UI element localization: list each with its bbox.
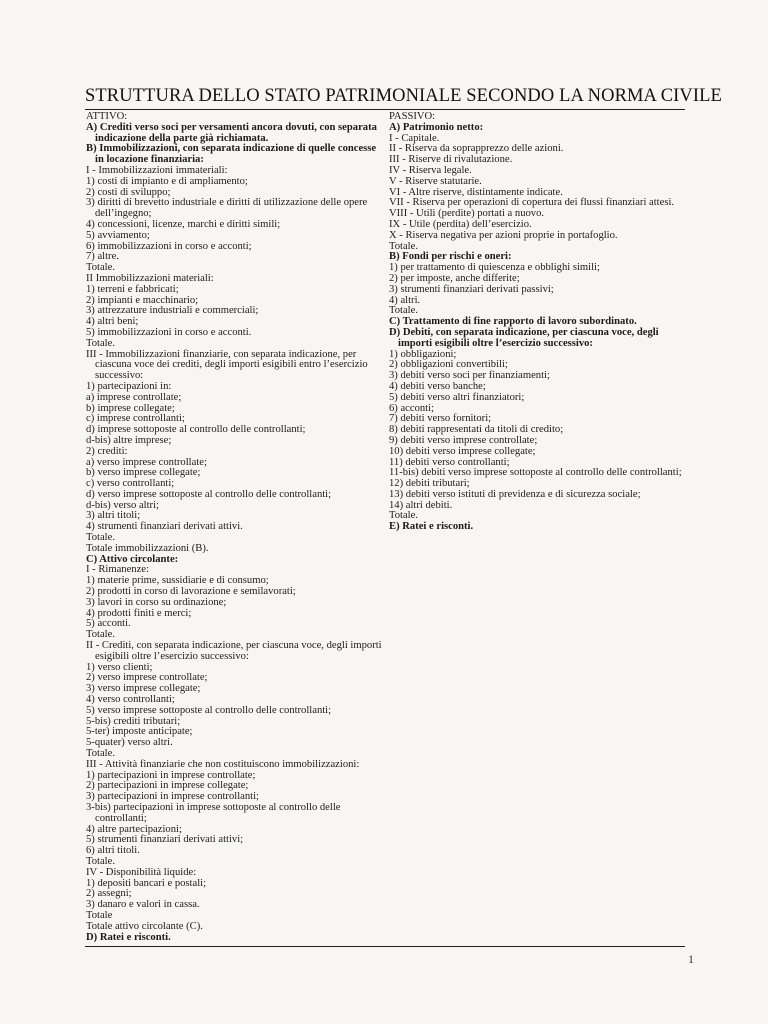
- line-item: 1) terreni e fabbricati;: [86, 283, 179, 295]
- line-item: 5-quater) verso altri.: [86, 737, 173, 749]
- line-item: d) verso imprese sottoposte al controllo delle controllanti;: [86, 488, 332, 500]
- document-title: STRUTTURA DELLO STATO PATRIMONIALE SECONDO LA NORMA CIVILE: [85, 86, 722, 106]
- line-item: c) verso controllanti;: [86, 478, 175, 490]
- line-item: 3) verso imprese collegate;: [86, 683, 201, 695]
- line-item: 2) per imposte, anche differite;: [389, 272, 520, 284]
- line-item: Totale.: [86, 748, 115, 760]
- footer-divider: [85, 946, 685, 947]
- line-item: IV - Riserva legale.: [389, 164, 472, 176]
- line-item: 13) debiti verso istituti di previdenza e di sicurezza sociale;: [389, 488, 641, 500]
- line-item: ATTIVO:: [86, 111, 128, 122]
- line-item: Totale.: [389, 240, 418, 252]
- line-item: 2) verso imprese controllate;: [86, 672, 208, 684]
- line-item: d-bis) verso altri;: [86, 499, 159, 511]
- line-item: 4) concessioni, licenze, marchi e diritti simili;: [86, 218, 281, 230]
- line-item: C) Attivo circolante:: [86, 553, 179, 565]
- line-item: IX - Utile (perdita) dell’esercizio.: [389, 218, 532, 230]
- line-item: D) Debiti, con separata indicazione, per ciascuna voce, degli importi esigibili oltre l’esercizio successivo:: [389, 326, 659, 349]
- line-item: 12) debiti tributari;: [389, 478, 470, 490]
- line-item: c) imprese controllanti;: [86, 413, 185, 425]
- line-item: 6) acconti;: [389, 402, 435, 414]
- line-item: 4) altri.: [389, 294, 421, 306]
- line-item: 5-bis) crediti tributari;: [86, 715, 181, 727]
- line-item: a) verso imprese controllate;: [86, 456, 207, 468]
- line-item: 3) diritti di brevetto industriale e diritti di utilizzazione delle opere dell’ingegno;: [86, 197, 368, 220]
- line-item: 11-bis) debiti verso imprese sottoposte al controllo delle controllanti;: [389, 467, 682, 479]
- line-item: B) Immobilizzazioni, con separata indicazione di quelle concesse in locazione finanziaria:: [86, 143, 377, 166]
- line-item: 4) verso controllanti;: [86, 694, 175, 706]
- line-item: 14) altri debiti.: [389, 499, 453, 511]
- line-item: 7) altre.: [86, 251, 119, 263]
- line-item: 4) prodotti finiti e merci;: [86, 607, 192, 619]
- line-item: 8) debiti rappresentati da titoli di credito;: [389, 424, 564, 436]
- line-item: Totale.: [86, 532, 115, 544]
- line-item: 3) strumenti finanziari derivati passivi;: [389, 283, 554, 295]
- line-item: 3) lavori in corso su ordinazione;: [86, 596, 227, 608]
- line-item: E) Ratei e risconti.: [389, 521, 474, 533]
- line-item: B) Fondi per rischi e oneri:: [389, 251, 512, 263]
- line-item: d-bis) altre imprese;: [86, 434, 172, 446]
- line-item: d) imprese sottoposte al controllo delle controllanti;: [86, 424, 306, 436]
- line-item: b) verso imprese collegate;: [86, 467, 201, 479]
- title-divider: [85, 109, 685, 110]
- line-item: 5) acconti.: [86, 618, 131, 630]
- line-item: 3) attrezzature industriali e commerciali;: [86, 305, 259, 317]
- line-item: I - Immobilizzazioni immateriali:: [86, 164, 228, 176]
- line-item: 1) partecipazioni in imprese controllate;: [86, 769, 256, 781]
- line-item: 5) verso imprese sottoposte al controllo delle controllanti;: [86, 704, 332, 716]
- line-item: PASSIVO:: [389, 111, 436, 122]
- line-item: X - Riserva negativa per azioni proprie in portafoglio.: [389, 229, 618, 241]
- line-item: b) imprese collegate;: [86, 402, 175, 414]
- line-item: VIII - Utili (perdite) portati a nuovo.: [389, 208, 545, 220]
- line-item: III - Immobilizzazioni finanziarie, con separata indicazione, per ciascuna voce dei crediti, degli importi esigibili entro l’esercizio successivo:: [86, 348, 368, 382]
- line-item: 3) altri titoli;: [86, 510, 141, 522]
- line-item: Totale.: [389, 305, 418, 317]
- line-item: 1) partecipazioni in:: [86, 380, 172, 392]
- line-item: 1) materie prime, sussidiarie e di consumo;: [86, 575, 269, 587]
- line-item: 6) altri titoli.: [86, 845, 140, 857]
- line-item: 5) immobilizzazioni in corso e acconti.: [86, 326, 252, 338]
- line-item: 9) debiti verso imprese controllate;: [389, 434, 538, 446]
- line-item: 2) crediti:: [86, 445, 128, 457]
- line-item: 3-bis) partecipazioni in imprese sottoposte al controllo delle controllanti;: [86, 802, 341, 824]
- line-item: 4) altri beni;: [86, 316, 139, 328]
- line-item: 2) impianti e macchinario;: [86, 294, 199, 306]
- line-item: a) imprese controllate;: [86, 391, 182, 403]
- line-item: 2) obbligazioni convertibili;: [389, 359, 508, 371]
- line-item: I - Capitale.: [389, 132, 440, 144]
- line-item: 4) strumenti finanziari derivati attivi.: [86, 521, 243, 533]
- line-item: I - Rimanenze:: [86, 564, 149, 576]
- line-item: 1) verso clienti;: [86, 661, 153, 673]
- line-item: 10) debiti verso imprese collegate;: [389, 445, 536, 457]
- line-item: 1) costi di impianto e di ampliamento;: [86, 175, 248, 187]
- line-item: 2) assegni;: [86, 888, 132, 900]
- line-item: III - Riserve di rivalutazione.: [389, 154, 513, 166]
- line-item: A) Crediti verso soci per versamenti ancora dovuti, con separata indicazione della parte già richiamata.: [86, 121, 377, 144]
- line-item: 1) depositi bancari e postali;: [86, 877, 207, 889]
- line-item: D) Ratei e risconti.: [86, 931, 171, 943]
- line-item: IV - Disponibilità liquide:: [86, 866, 197, 878]
- line-item: Totale.: [86, 337, 115, 349]
- line-item: Totale immobilizzazioni (B).: [86, 542, 209, 554]
- line-item: Totale: [86, 909, 113, 921]
- line-item: Totale attivo circolante (C).: [86, 920, 203, 932]
- line-item: 4) altre partecipazioni;: [86, 823, 182, 835]
- line-item: V - Riserve statutarie.: [389, 175, 482, 187]
- line-item: Totale.: [86, 262, 115, 274]
- line-item: II - Crediti, con separata indicazione, per ciascuna voce, degli importi esigibili oltre l’esercizio successivo:: [86, 640, 382, 662]
- passivo-column: [389, 112, 685, 533]
- line-item: II - Riserva da soprapprezzo delle azioni.: [389, 143, 564, 155]
- line-item: VI - Altre riserve, distintamente indicate.: [389, 186, 563, 198]
- line-item: 7) debiti verso fornitori;: [389, 413, 492, 425]
- line-item: 2) costi di sviluppo;: [86, 186, 171, 198]
- line-item: 5) avviamento;: [86, 229, 150, 241]
- line-item: 5) strumenti finanziari derivati attivi;: [86, 834, 244, 846]
- line-item: 2) partecipazioni in imprese collegate;: [86, 780, 249, 792]
- line-item: Totale.: [389, 510, 418, 522]
- line-item: 3) debiti verso soci per finanziamenti;: [389, 370, 550, 382]
- line-item: C) Trattamento di fine rapporto di lavoro subordinato.: [389, 316, 637, 328]
- line-item: 1) per trattamento di quiescenza e obblighi simili;: [389, 262, 600, 274]
- line-item: Totale.: [86, 629, 115, 641]
- page-number: 1: [688, 952, 694, 966]
- attivo-column: [86, 112, 382, 943]
- line-item: 2) prodotti in corso di lavorazione e semilavorati;: [86, 586, 296, 598]
- line-item: A) Patrimonio netto:: [389, 121, 484, 133]
- line-item: Totale.: [86, 855, 115, 867]
- line-item: 4) debiti verso banche;: [389, 380, 486, 392]
- line-item: VII - Riserva per operazioni di copertura dei flussi finanziari attesi.: [389, 197, 675, 209]
- line-item: II Immobilizzazioni materiali:: [86, 272, 214, 284]
- line-item: 3) partecipazioni in imprese controllanti;: [86, 791, 259, 803]
- line-item: 11) debiti verso controllanti;: [389, 456, 510, 468]
- line-item: 5-ter) imposte anticipate;: [86, 726, 193, 738]
- line-item: III - Attività finanziarie che non costituiscono immobilizzazioni:: [86, 758, 360, 770]
- line-item: 1) obbligazioni;: [389, 348, 457, 360]
- line-item: 6) immobilizzazioni in corso e acconti;: [86, 240, 252, 252]
- line-item: 5) debiti verso altri finanziatori;: [389, 391, 525, 403]
- line-item: 3) danaro e valori in cassa.: [86, 899, 200, 911]
